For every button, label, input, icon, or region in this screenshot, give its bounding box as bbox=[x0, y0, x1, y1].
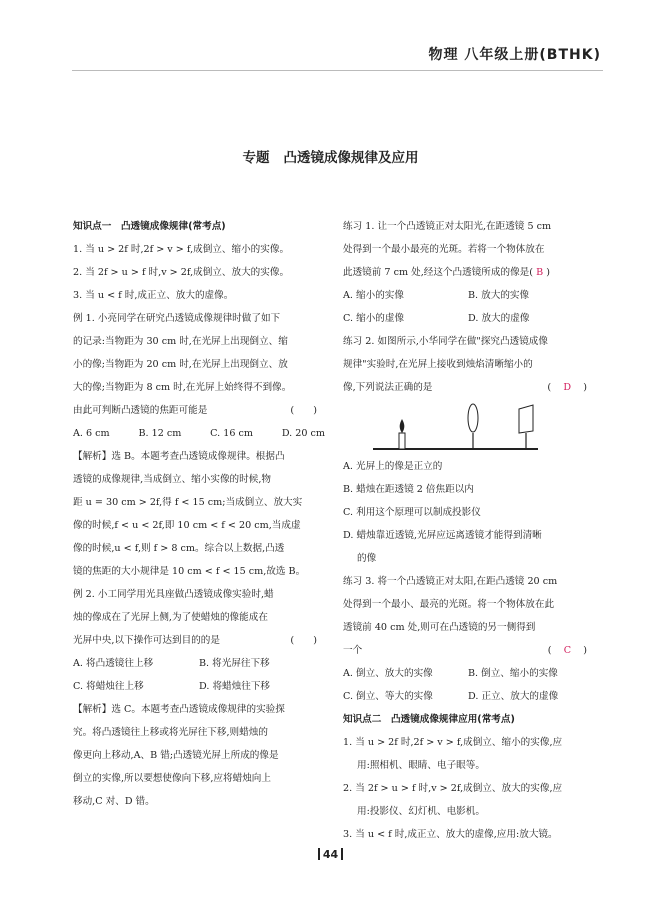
practice-2-line: 规律"实验时,在光屏上接收到烛焰清晰缩小的 bbox=[343, 359, 533, 370]
example-1-line: 大的像;当物距为 8 cm 时,在光屏上始终得不到像。 bbox=[73, 382, 292, 393]
option-b: B. 12 cm bbox=[138, 428, 182, 439]
analysis-2-line: 移动,C 对、D 错。 bbox=[73, 796, 155, 807]
practice-2-option-b: B. 蜡烛在距透镜 2 倍焦距以内 bbox=[343, 484, 474, 495]
example-2-line: 例 2. 小工同学用光具座做凸透镜成像实验时,蜡 bbox=[73, 589, 274, 600]
practice-2-option-c: C. 利用这个原理可以制成投影仪 bbox=[343, 507, 481, 518]
optical-bench-figure bbox=[343, 403, 593, 453]
option-d: D. 正立、放大的虚像 bbox=[468, 691, 559, 702]
rule-1: 1. 当 u > 2f 时,2f > v > f,成倒立、缩小的实像。 bbox=[73, 244, 290, 255]
page-number-bar-left bbox=[318, 848, 320, 860]
option-d: D. 20 cm bbox=[281, 428, 325, 439]
option-c: C. 将蜡烛往上移 bbox=[73, 681, 144, 692]
practice-1-close-paren: ) bbox=[546, 267, 550, 278]
example-2-line: 烛的像成在了光屏上侧,为了使蜡烛的像能成在 bbox=[73, 612, 268, 623]
practice-2-option-d: D. 蜡烛靠近透镜,光屏应远离透镜才能得到清晰 bbox=[343, 530, 542, 541]
practice-3-line: 透镜前 40 cm 处,则可在凸透镜的另一侧得到 bbox=[343, 622, 536, 633]
analysis-2-line: 【解析】选 C。本题考查凸透镜成像规律的实验探 bbox=[73, 704, 285, 715]
analysis-1-line: 透镜的成像规律,当成倒立、缩小实像的时候,物 bbox=[73, 474, 271, 485]
option-d: D. 将蜡烛往下移 bbox=[199, 681, 271, 692]
header-title: 物理 八年级上册(BTHK) bbox=[428, 47, 601, 63]
practice-3-options-row-2 bbox=[343, 685, 593, 708]
analysis-1-line: 镜的焦距的大小规律是 10 cm < f < 15 cm,故选 B。 bbox=[73, 566, 306, 577]
option-a: A. 将凸透镜往上移 bbox=[73, 658, 154, 669]
page-title bbox=[0, 146, 661, 166]
page-number-bar-right bbox=[341, 848, 343, 860]
page-number bbox=[0, 848, 661, 861]
example-2-options-row-1 bbox=[73, 652, 325, 675]
practice-1-stem-end: 此透镜前 7 cm 处,经这个凸透镜所成的像是( bbox=[343, 267, 534, 278]
rule-3: 3. 当 u < f 时,成正立、放大的虚像。 bbox=[73, 290, 234, 301]
analysis-2-line: 倒立的实像,所以要想使像向下移,应将蜡烛向上 bbox=[73, 773, 271, 784]
example-1-line bbox=[73, 399, 325, 422]
practice-1-options-row-1 bbox=[343, 284, 593, 307]
answer-parenthesis: ( ) bbox=[290, 405, 317, 416]
analysis-2-line: 究。将凸透镜往上移或将光屏往下移,则蜡烛的 bbox=[73, 727, 268, 738]
option-a: A. 6 cm bbox=[73, 428, 110, 439]
practice-3-line: 练习 3. 将一个凸透镜正对太阳,在距凸透镜 20 cm bbox=[343, 576, 558, 587]
practice-2-option-d-cont: 的像 bbox=[357, 553, 377, 564]
example-1-options bbox=[73, 422, 325, 445]
left-column bbox=[73, 215, 325, 813]
rule-2: 2. 当 2f > u > f 时,v > 2f,成倒立、放大的实像。 bbox=[73, 267, 290, 278]
practice-3-line: 处得到一个最小、最亮的光斑。将一个物体放在此 bbox=[343, 599, 555, 610]
right-column bbox=[343, 215, 593, 846]
application-2-cont: 用:投影仪、幻灯机、电影机。 bbox=[357, 806, 485, 817]
title-label: 专题 bbox=[242, 150, 270, 166]
example-1-line: 例 1. 小亮同学在研究凸透镜成像规律时做了如下 bbox=[73, 313, 281, 324]
practice-2-line: 练习 2. 如图所示,小华同学在做"探究凸透镜成像 bbox=[343, 336, 548, 347]
knowledge-point-2-heading: 知识点二 凸透镜成像规律应用(常考点) bbox=[343, 714, 515, 725]
practice-1-line: 处得到一个最小最亮的光斑。若将一个物体放在 bbox=[343, 244, 545, 255]
option-c: C. 缩小的虚像 bbox=[343, 313, 405, 324]
optical-bench-diagram bbox=[343, 403, 593, 453]
example-1-line: 小的像;当物距为 20 cm 时,在光屏上出现倒立、放 bbox=[73, 359, 288, 370]
option-c: C. 16 cm bbox=[210, 428, 253, 439]
analysis-1-line: 【解析】选 B。本题考查凸透镜成像规律。根据凸 bbox=[73, 451, 285, 462]
analysis-2-line: 像更向上移动,A、B 错;凸透镜光屏上所成的像是 bbox=[73, 750, 279, 761]
practice-3-answer: C bbox=[563, 645, 572, 656]
application-1-cont: 用:照相机、眼睛、电子眼等。 bbox=[357, 760, 485, 771]
example-2-line bbox=[73, 629, 325, 652]
candle-flame-icon bbox=[400, 419, 405, 433]
practice-2-stem-end: 像,下列说法正确的是 bbox=[343, 382, 433, 393]
candle-body bbox=[399, 433, 405, 449]
practice-2-option-a: A. 光屏上的像是正立的 bbox=[343, 461, 443, 472]
option-c: C. 倒立、等大的实像 bbox=[343, 691, 433, 702]
option-b: B. 将光屏往下移 bbox=[199, 658, 270, 669]
answer-parenthesis: ( C ) bbox=[547, 645, 587, 656]
title-text: 凸透镜成像规律及应用 bbox=[283, 150, 419, 166]
analysis-1-line: 像的时候,u < f,则 f > 8 cm。综合以上数据,凸透 bbox=[73, 543, 285, 554]
knowledge-point-1-heading: 知识点一 凸透镜成像规律(常考点) bbox=[73, 221, 226, 232]
practice-3-line bbox=[343, 639, 593, 662]
example-1-stem-end: 由此可判断凸透镜的焦距可能是 bbox=[73, 405, 208, 416]
option-d: D. 放大的虚像 bbox=[468, 313, 530, 324]
analysis-1-line: 距 u = 30 cm > 2f,得 f < 15 cm;当成倒立、放大实 bbox=[73, 497, 303, 508]
example-2-stem-end: 光屏中央,以下操作可达到目的的是 bbox=[73, 635, 220, 646]
answer-parenthesis: ( D ) bbox=[547, 382, 587, 393]
convex-lens bbox=[468, 404, 478, 432]
option-a: A. 倒立、放大的实像 bbox=[343, 668, 433, 679]
example-2-options-row-2 bbox=[73, 675, 325, 698]
page-number-text: 44 bbox=[322, 848, 339, 861]
application-3: 3. 当 u < f 时,成正立、放大的虚像,应用:放大镜。 bbox=[343, 829, 558, 840]
header-rule bbox=[72, 70, 603, 71]
practice-3-stem-end: 一个 bbox=[343, 645, 363, 656]
example-1-line: 的记录:当物距为 30 cm 时,在光屏上出现倒立、缩 bbox=[73, 336, 288, 347]
option-a: A. 缩小的实像 bbox=[343, 290, 404, 301]
option-b: B. 倒立、缩小的实像 bbox=[468, 668, 558, 679]
practice-3-options-row-1 bbox=[343, 662, 593, 685]
practice-1-line: 练习 1. 让一个凸透镜正对太阳光,在距透镜 5 cm bbox=[343, 221, 552, 232]
practice-2-line bbox=[343, 376, 593, 399]
application-1: 1. 当 u > 2f 时,2f > v > f,成倒立、缩小的实像,应 bbox=[343, 737, 563, 748]
practice-2-answer: D bbox=[563, 382, 572, 393]
option-b: B. 放大的实像 bbox=[468, 290, 530, 301]
practice-1-line bbox=[343, 261, 593, 284]
practice-1-answer: B bbox=[536, 267, 544, 278]
answer-parenthesis: ( ) bbox=[290, 635, 317, 646]
practice-1-options-row-2 bbox=[343, 307, 593, 330]
application-2: 2. 当 2f > u > f 时,v > 2f,成倒立、放大的实像,应 bbox=[343, 783, 563, 794]
analysis-1-line: 像的时候,f < u < 2f,即 10 cm < f < 20 cm,当成虚 bbox=[73, 520, 301, 531]
light-screen bbox=[519, 405, 533, 433]
